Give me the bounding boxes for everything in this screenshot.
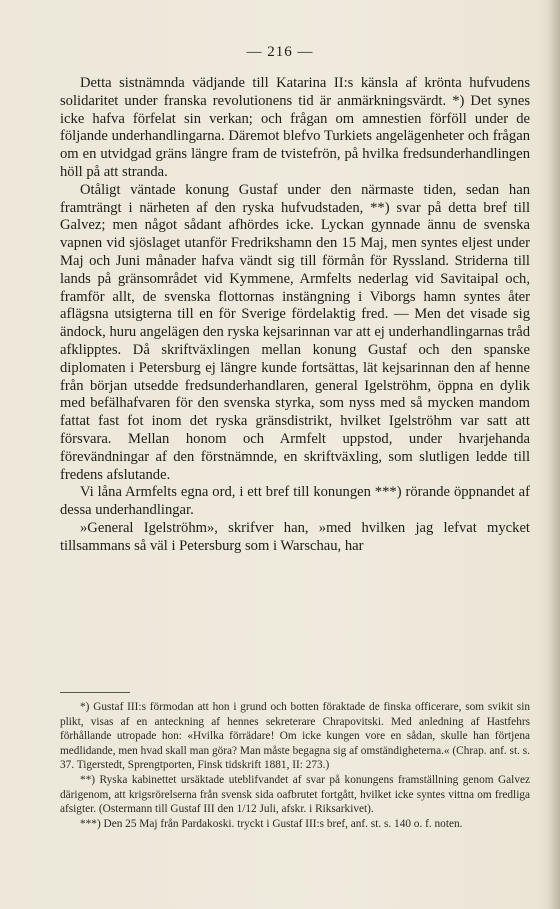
main-text <box>60 75 530 556</box>
footnote-2: **) Ryska kabinettet ursäktade uteblifvandet af svar på konungens framställning genom Galvez därigenom, att krigsrörelserna från svensk sida oafbrutet fortgått, hvilket icke syntes vittna om fredliga afsigter. (Ostermann till Gustaf III den 1/12 Juli, afskr. i Riksarkivet). <box>60 773 530 816</box>
page-number: — 216 — <box>246 44 314 60</box>
page-edge-shadow <box>548 0 560 909</box>
footnote-3: ***) Den 25 Maj från Pardakoski. tryckt i Gustaf III:s bref, anf. st. s. 140 o. f. noten. <box>80 817 463 830</box>
paragraph-4: »General Igelströhm», skrifver han, »med hvilken jag lefvat mycket tillsammans så väl i Petersburg som i Warschau, har <box>60 519 530 554</box>
footnote-1: *) Gustaf III:s förmodan att hon i grund och botten föraktade de finska officerare, som svikit sin plikt, visas af en anteckning af hennes sekreterare Chrapovitski. Med anledning af Hastfehrs förhållande utropade hon: «Hvilka förrädare! Om icke kungen vore en sådan, skulle han förtjena medlidande, men hvad skall man göra? Man måste begagna sig af omständigheterna.« (Chrap. anf. st. s. 37. Tigerstedt, Sprengtporten, Finsk tidskrift 1881, II: 273.) <box>60 701 530 772</box>
paragraph-2: Otåligt väntade konung Gustaf under den närmaste tiden, sedan han framträngt i närheten af den ryska hufvudstaden, **) svar på detta bref till Galvez; men något sådant afhördes icke. Lyckan gynnade ännu de svenska vapnen vid sjöslaget utanför Fredrikshamn den 15 Maj, men syntes eljest under Maj och Juni månader hafva vändt sig till förmån för Ryssland. Striderna till lands på gränsområdet vid Kymmene, Armfelts nederlag vid Savitaipal och, framför allt, de svenska flottornas instängning i Viborgs hamn syntes åter aflägsna utsigterna till en för Sverige fördelaktig fred. — Men det visade sig ändock, huru angelägen den ryska kejsarinnan var att ej underhandlingarnas tråd afklipptes. Då skriftväxlingen mellan konung Gustaf och den spanske diplomaten i Petersburg ej längre kunde fortsättas, lät kejsarinnan den af henne från början utsedde fredsunderhandlaren, general Igelströhm, öppna en dylik med befälhafvaren för den svenska styrka, som nyss med så mycken mandom fattat fast fot inom det ryska gränsdistrikt, hvilket Igelströhm var satt att försvara. Mellan honom och Armfelt uppstod, under hvarjehanda förevändningar af den förstnämnde, en skriftväxling, som slutligen ledde till fredens afslutande. <box>60 181 530 483</box>
paragraph-3: Vi låna Armfelts egna ord, i ett bref till konungen ***) rörande öppnandet af dessa underhandlingar. <box>60 484 530 519</box>
footnotes <box>60 700 530 831</box>
footnote-divider <box>60 692 130 693</box>
paragraph-1: Detta sistnämnda vädjande till Katarina II:s känsla af krönta hufvudens solidaritet under franska revolutionens tid är anmärkningsvärdt. *) Det synes icke hafva förfelat sin verkan; och frågan om amnestien förföll under de följande underhandlingarna. Däremot blefvo Turkiets angelägenheter och frågan om en utvidgad gräns längre fram de tvistefrön, på hvilka fredsunderhandlingen höll på att stranda. <box>60 75 530 180</box>
